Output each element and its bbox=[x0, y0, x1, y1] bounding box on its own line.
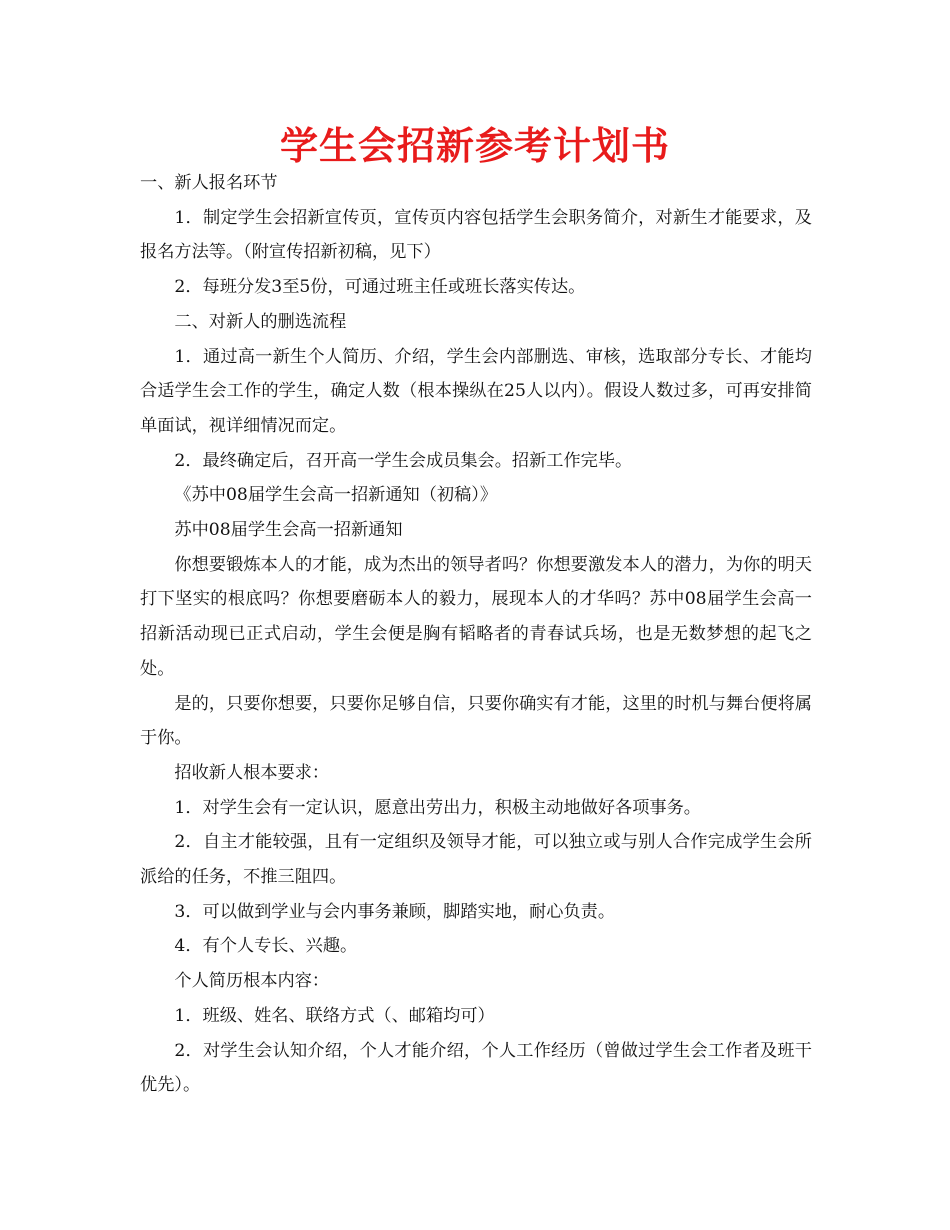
section-heading-selection: 二、对新人的删选流程 bbox=[174, 311, 347, 332]
list-item: 2．自主才能较强，且有一定组织及领导才能，可以独立或与别人合作完成学生会所派给的任务，不推三阻四。 bbox=[140, 832, 812, 888]
paragraph: 你想要锻炼本人的才能，成为杰出的领导者吗？你想要激发本人的潜力，为你的明天打下坚实的根底吗？你想要磨砺本人的毅力，展现本人的才华吗？苏中08届学生会高一招新活动现已正式启动，学生会便是胸有韬略者的青春试兵场，也是无数梦想的起飞之处。 bbox=[140, 554, 812, 679]
section-heading-registration: 一、新人报名环节 bbox=[140, 173, 278, 193]
notice-title: 苏中08届学生会高一招新通知 bbox=[174, 520, 403, 541]
paragraph: 2．最终确定后，召开高一学生会成员集会。招新工作完毕。 bbox=[174, 450, 633, 471]
paragraph: 1．制定学生会招新宣传页，宣传页内容包括学生会职务简介，对新生才能要求，及报名方法等。（附宣传招新初稿，见下） bbox=[140, 207, 812, 263]
notice-draft-title: 《苏中08届学生会高一招新通知（初稿）》 bbox=[174, 485, 498, 506]
list-item: 1．班级、姓名、联络方式（、邮箱均可） bbox=[174, 1005, 495, 1026]
requirements-heading: 招收新人根本要求： bbox=[174, 762, 330, 783]
paragraph: 1．通过高一新生个人简历、介绍，学生会内部删选、审核，选取部分专长、才能均合适学生会工作的学生，确定人数（根本操纵在25人以内）。假设人数过多，可再安排简单面试，视详细情况而定。 bbox=[140, 346, 812, 436]
list-item: 4．有个人专长、兴趣。 bbox=[174, 936, 358, 957]
paragraph: 2．每班分发3至5份，可通过班主任或班长落实传达。 bbox=[174, 277, 586, 298]
document-body bbox=[140, 166, 812, 1103]
list-item: 2．对学生会认知介绍，个人才能介绍，个人工作经历（曾做过学生会工作者及班干优先）。 bbox=[140, 1040, 812, 1096]
document-title: 学生会招新参考计划书 bbox=[279, 124, 670, 168]
list-item: 3．可以做到学业与会内事务兼顾，脚踏实地，耐心负责。 bbox=[174, 901, 616, 922]
list-item: 1．对学生会有一定认识，愿意出劳出力，积极主动地做好各项事务。 bbox=[174, 797, 701, 818]
paragraph: 是的，只要你想要，只要你足够自信，只要你确实有才能，这里的时机与舞台便将属于你。 bbox=[140, 693, 812, 749]
resume-heading: 个人简历根本内容： bbox=[174, 971, 330, 992]
